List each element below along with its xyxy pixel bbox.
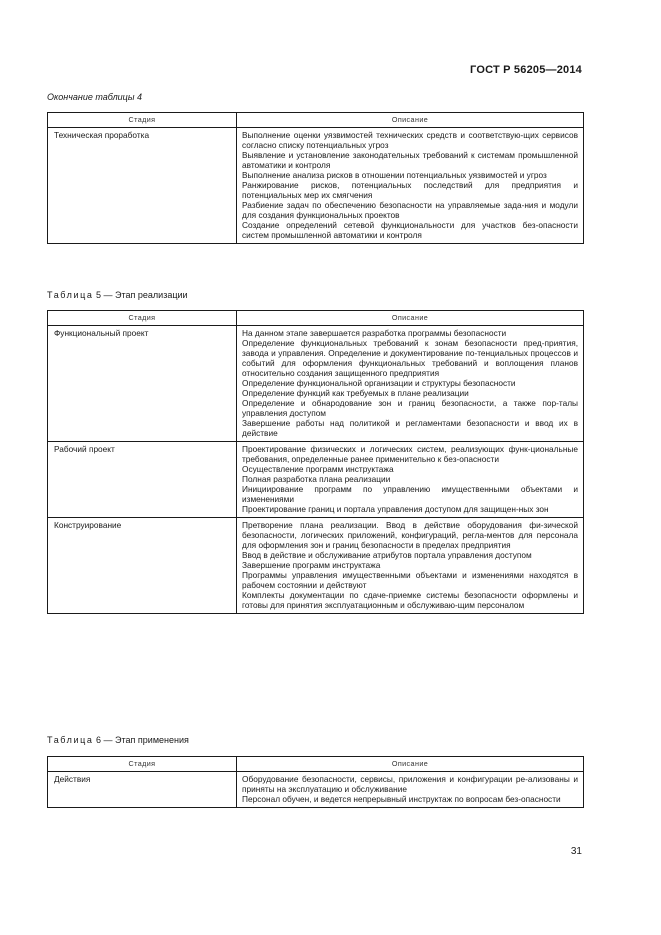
table-row bbox=[48, 518, 584, 614]
col-header-description: Описание bbox=[237, 757, 584, 772]
table-row bbox=[48, 772, 584, 808]
description-item: Проектирование физических и логических систем, реализующих функ-циональные требования, определенные ранее применительно к без-опасности bbox=[242, 444, 578, 464]
table6-caption-number: 6 bbox=[96, 735, 102, 745]
col-header-description: Описание bbox=[237, 113, 584, 128]
table5-caption-number: 5 bbox=[96, 290, 102, 300]
description-item: Завершение программ инструктажа bbox=[242, 560, 381, 570]
table6-caption-title: — Этап применения bbox=[103, 735, 189, 745]
description-item: Создание определений сетевой функциональности для участков без-опасности систем промышленной автоматики и контроля bbox=[242, 220, 578, 240]
table4-header-row bbox=[48, 113, 584, 128]
table5-caption-title: — Этап реализации bbox=[103, 290, 188, 300]
description-item: Разбиение задач по обеспечению безопасности на управляемые зада-ния и модули для создания функциональных проектов bbox=[242, 200, 578, 220]
description-item: Определение функций как требуемых в плане реализации bbox=[242, 388, 469, 398]
col-header-stage: Стадия bbox=[48, 113, 237, 128]
description-item: Определение функциональных требований к зонам безопасности пред-приятия, завода и управления. Определение и документирование по-тенциальных процессов и событий для оформления функциональных требований и воплощения планов относительно создания защищенного предприятия bbox=[242, 338, 578, 378]
table6-header-row bbox=[48, 757, 584, 772]
table5-header-row bbox=[48, 311, 584, 326]
table5 bbox=[47, 310, 584, 614]
description-item: Программы управления имущественными объектами и изменениями находятся в рабочем состоянии и действуют bbox=[242, 570, 578, 590]
table6 bbox=[47, 756, 584, 808]
col-header-stage: Стадия bbox=[48, 311, 237, 326]
stage-cell: Техническая проработка bbox=[48, 128, 237, 244]
table4-caption: Окончание таблицы 4 bbox=[47, 92, 142, 102]
description-item: Выполнение оценки уязвимостей технических средств и соответствую-щих сервисов согласно списку потенциальных угроз bbox=[242, 130, 578, 150]
table6-caption bbox=[47, 735, 189, 745]
description-cell bbox=[237, 326, 584, 442]
description-item: Ввод в действие и обслуживание атрибутов портала управления доступом bbox=[242, 550, 532, 560]
description-cell bbox=[237, 442, 584, 518]
document-id: ГОСТ Р 56205—2014 bbox=[470, 64, 582, 76]
table5-caption bbox=[47, 290, 188, 300]
description-item: На данном этапе завершается разработка программы безопасности bbox=[242, 328, 507, 338]
description-cell bbox=[237, 772, 584, 808]
col-header-stage: Стадия bbox=[48, 757, 237, 772]
description-item: Ранжирование рисков, потенциальных последствий для предприятия и потенциальных мер их смягчения bbox=[242, 180, 578, 200]
page-number: 31 bbox=[570, 846, 582, 857]
description-item: Определение и обнародование зон и границ безопасности, а также пор-талы управления доступом bbox=[242, 398, 578, 418]
description-item: Завершение работы над политикой и регламентами безопасности и ввод их в действие bbox=[242, 418, 578, 438]
description-cell bbox=[237, 518, 584, 614]
description-item: Инициирование программ по управлению имущественными объектами и изменениями bbox=[242, 484, 578, 504]
description-cell bbox=[237, 128, 584, 244]
description-item: Проектирование границ и портала управления доступом для защищен-ных зон bbox=[242, 504, 549, 514]
stage-cell: Рабочий проект bbox=[48, 442, 237, 518]
description-item: Персонал обучен, и ведется непрерывный инструктаж по вопросам без-опасности bbox=[242, 794, 561, 804]
description-item: Оборудование безопасности, сервисы, приложения и конфигурации ре-ализованы и приняты на эксплуатацию и обслуживание bbox=[242, 774, 578, 794]
table-row bbox=[48, 128, 584, 244]
table-row bbox=[48, 442, 584, 518]
table5-caption-label: Таблица bbox=[47, 290, 94, 300]
description-item: Выявление и установление законодательных требований к системам промышленной автоматики и контроля bbox=[242, 150, 578, 170]
stage-cell: Действия bbox=[48, 772, 237, 808]
col-header-description: Описание bbox=[237, 311, 584, 326]
stage-cell: Функциональный проект bbox=[48, 326, 237, 442]
description-item: Комплекты документации по сдаче-приемке системы безопасности оформлены и готовы для принятия эксплуатационным и обслуживаю-щим персоналом bbox=[242, 590, 578, 610]
table4 bbox=[47, 112, 584, 244]
description-item: Выполнение анализа рисков в отношении потенциальных уязвимостей и угроз bbox=[242, 170, 547, 180]
description-item: Осуществление программ инструктажа bbox=[242, 464, 394, 474]
description-item: Определение функциональной организации и структуры безопасности bbox=[242, 378, 516, 388]
stage-cell: Конструирование bbox=[48, 518, 237, 614]
table6-caption-label: Таблица bbox=[47, 735, 94, 745]
table-row bbox=[48, 326, 584, 442]
description-item: Претворение плана реализации. Ввод в действие оборудования фи-зической безопасности, логических приложений, конфигураций, регла-ментов для персонала для оформления зон и границ безопасности в пределах предприятия bbox=[242, 520, 578, 550]
description-item: Полная разработка плана реализации bbox=[242, 474, 391, 484]
